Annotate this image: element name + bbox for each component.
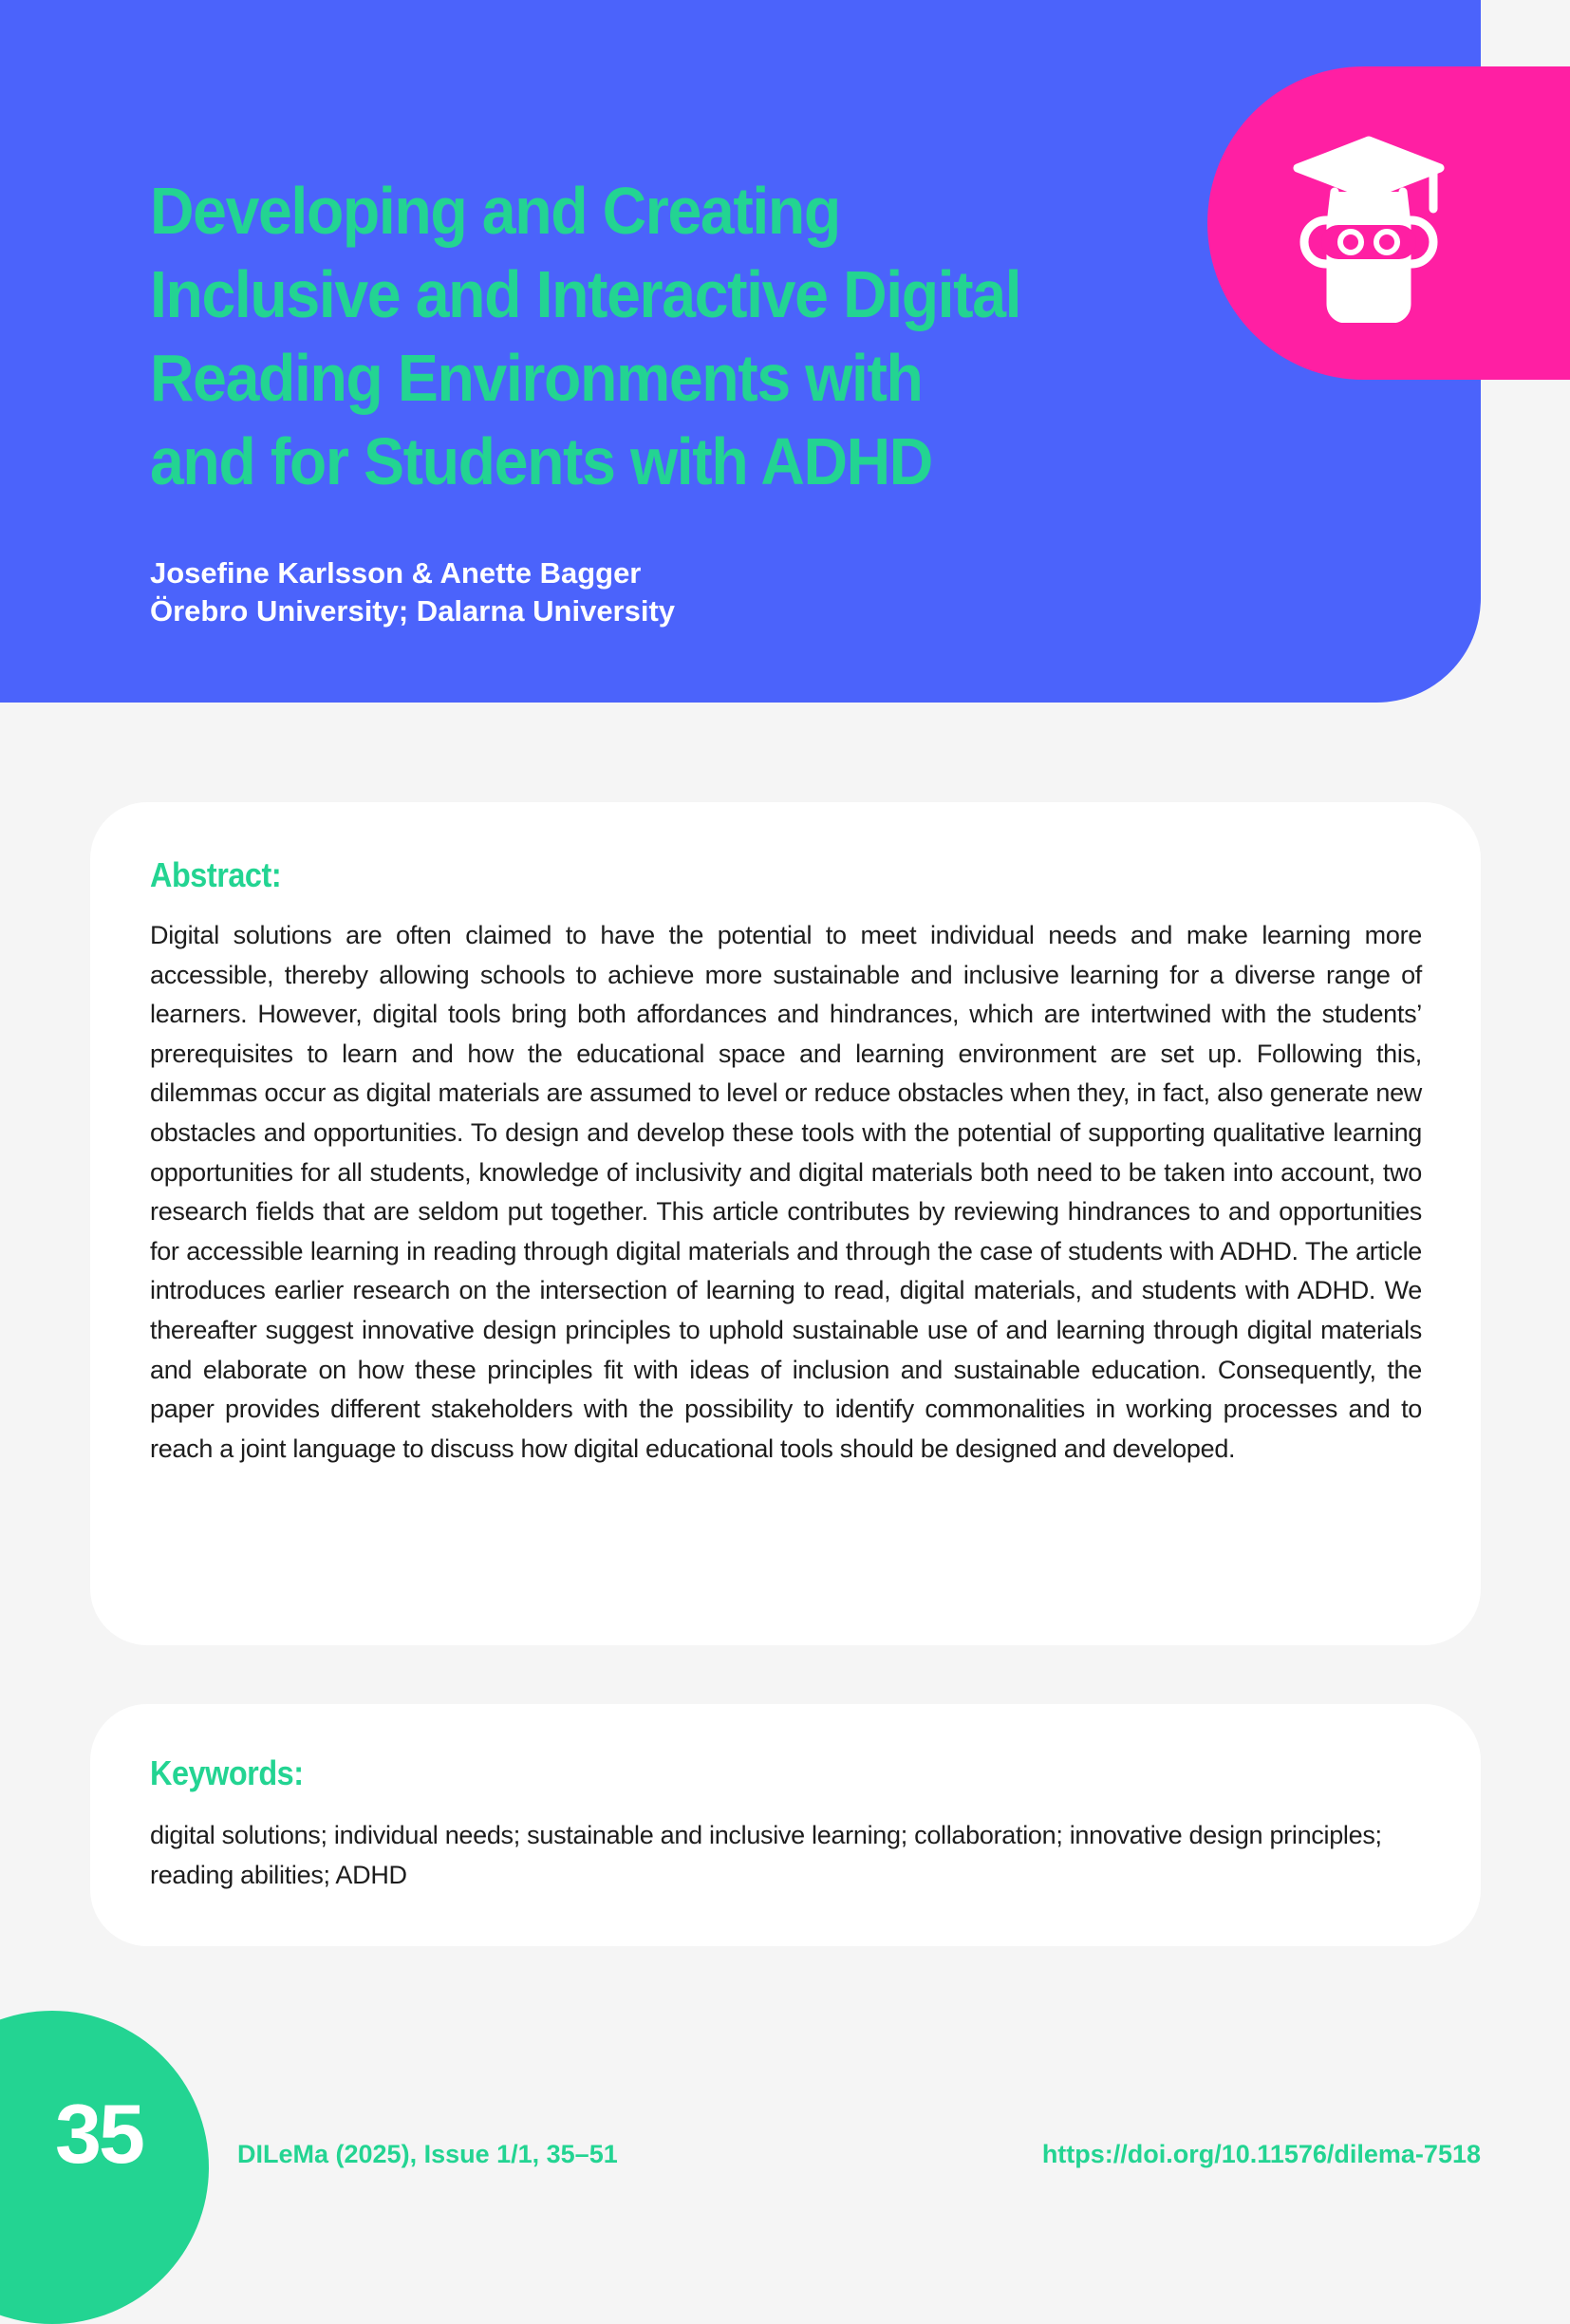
keywords-heading: Keywords: — [150, 1753, 304, 1792]
journal-citation: DILeMa (2025), Issue 1/1, 35–51 — [237, 2140, 618, 2168]
doi-link[interactable]: https://doi.org/10.11576/dilema-7518 — [1041, 2140, 1481, 2168]
authors: Josefine Karlsson & Anette Bagger — [150, 556, 642, 590]
affiliations: Örebro University; Dalarna University — [150, 594, 676, 628]
abstract-text: Digital solutions are often claimed to have the potential to meet individual needs and make learning more accessible, thereby allowing schools to achieve more sustainable and inclusive learning for a diverse range of learners. However, digital tools bring both affordances and hindrances, which are intertwined with the students’ prerequisites to learn and how the educational space and learning environment are set up. Following this, dilemmas occur as digital materials are assumed to level or reduce obstacles when they, in fact, also generate new obstacles and opportunities. To design and develop these tools with the potential of supporting qualitative learning opportunities for all students, knowledge of inclusivity and digital materials both need to be taken into account, two research fields that are seldom put together. This article contributes by reviewing hindrances to and opportunities for accessible learning in reading through digital materials and through the case of students with ADHD. The article introduces earlier research on the intersection of learning to read, digital materials, and students with ADHD. We thereafter suggest innovative design principles to uphold sustainable use of and learning through digital materials and elaborate on how these principles fit with ideas of inclusion and sustainable education. Consequently, the paper provides different stakeholders with the possibility to identify commonalities in working processes and to reach a joint language to discuss how digital educational tools should be designed and developed. — [150, 921, 1422, 1463]
paper-title: Developing and Creating Inclusive and Interactive Digital Reading Environments with and for Students with ADHD — [150, 174, 1021, 498]
journal-badge — [1207, 66, 1570, 380]
header-band — [0, 0, 1481, 703]
graduate-robot-icon — [1293, 133, 1445, 323]
keywords-card — [90, 1704, 1481, 1946]
abstract-heading: Abstract: — [150, 855, 282, 894]
keywords-text: digital solutions; individual needs; sustainable and inclusive learning; collaboration; innovative design principles; reading abilities; ADHD — [150, 1821, 1382, 1889]
abstract-card — [90, 802, 1481, 1645]
author-block — [150, 554, 675, 630]
page-number: 35 — [55, 2087, 142, 2181]
